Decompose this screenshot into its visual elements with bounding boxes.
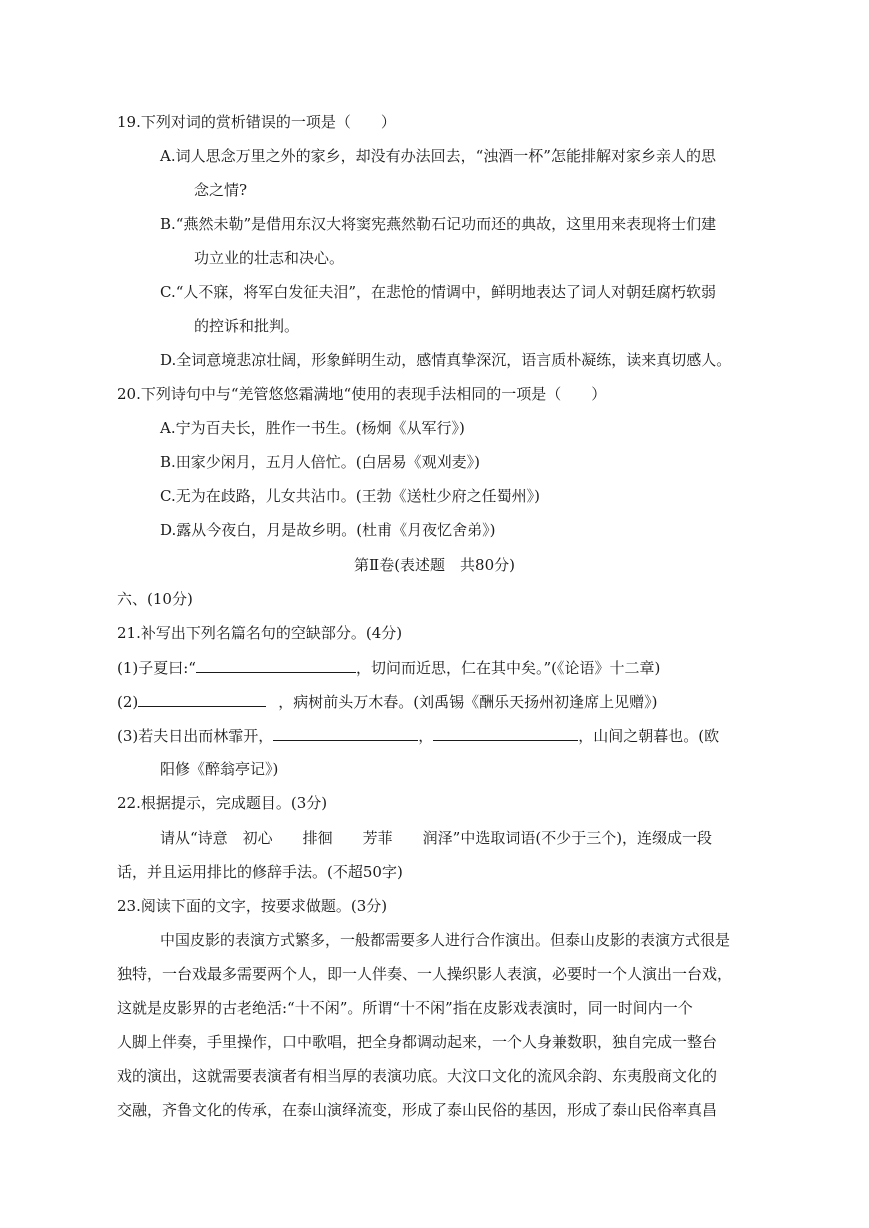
q21-item-3-prefix: (3)若夫日出而林霏开，: [117, 727, 274, 745]
q20-option-c: C.无为在歧路，儿女共沾巾。(王勃《送杜少府之任蜀州》): [160, 487, 540, 505]
section-six-heading: 六、(10分): [117, 590, 193, 608]
q23-passage-line4: 人脚上伴奏，手里操作，口中歌唱，把全身都调动起来，一个人身兼数职，独自完成一整台: [117, 1033, 718, 1051]
q23-passage-line1: 中国皮影的表演方式繁多，一般都需要多人进行合作演出。但泰山皮影的表演方式很是: [160, 931, 731, 949]
q21-item-1: [117, 657, 660, 678]
q19-stem: 19.下列对词的赏析错误的一项是（ ）: [117, 113, 396, 131]
q22-stem: 22.根据提示，完成题目。(3分): [117, 794, 328, 812]
q21-item-3-comma: ，: [418, 727, 434, 745]
q21-item-2-prefix: (2): [117, 693, 139, 711]
q19-option-b-line1: B.“燕然未勒”是借用东汉大将窦宪燕然勒石记功而还的典故，这里用来表现将士们建: [160, 215, 717, 233]
q21-item-2: [117, 691, 657, 712]
q19-option-c-line1: C.“人不寐，将军白发征夫泪”，在悲怆的情调中，鲜明地表达了词人对朝廷腐朽软弱: [160, 283, 717, 301]
part-two-title: 第Ⅱ卷(表述题 共80分): [354, 556, 515, 574]
q23-passage-line5: 戏的演出，这就需要表演者有相当厚的表演功底。大汶口文化的流风余韵、东夷殷商文化的: [117, 1067, 718, 1085]
q21-item-3-continuation: 阳修《醉翁亭记》): [160, 760, 279, 778]
q21-blank-4[interactable]: [433, 725, 578, 741]
q20-option-d: D.露从今夜白，月是故乡明。(杜甫《月夜忆舍弟》): [160, 521, 496, 539]
q20-option-b: B.田家少闲月，五月人倍忙。(白居易《观刈麦》): [160, 453, 480, 471]
q21-blank-2[interactable]: [138, 691, 266, 707]
q21-item-3: [117, 725, 719, 746]
q23-passage-line6: 交融，齐鲁文化的传承，在泰山演绎流变，形成了泰山民俗的基因，形成了泰山民俗率真昌: [117, 1101, 718, 1119]
q23-passage-line3: 这就是皮影界的古老绝活:“十不闲”。所谓“十不闲”指在皮影戏表演时，同一时间内一个: [117, 999, 693, 1017]
q21-item-1-suffix: ，切问而近思，仁在其中矣。”(《论语》十二章): [355, 659, 661, 677]
q19-option-a-line1: A.词人思念万里之外的家乡，却没有办法回去，“浊酒一杯”怎能排解对家乡亲人的思: [160, 147, 716, 165]
q20-stem: 20.下列诗句中与“羌管悠悠霜满地“使用的表现手法相同的一项是（ ）: [117, 385, 607, 403]
q21-blank-3[interactable]: [273, 725, 418, 741]
q23-stem: 23.阅读下面的文字，按要求做题。(3分): [117, 897, 388, 915]
q22-prompt-line1: 请从“诗意 初心 排徊 芳菲 润泽”中选取词语(不少于三个)，连缀成一段: [160, 829, 713, 847]
q21-item-3-suffix: ，山间之朝暮也。(欧: [578, 727, 720, 745]
q20-option-a: A.宁为百夫长，胜作一书生。(杨炯《从军行》): [160, 419, 465, 437]
q21-item-2-suffix: ，病树前头万木春。(刘禹锡《酬乐天扬州初逢席上见赠》): [278, 693, 658, 711]
q19-option-a-line2: 念之情?: [194, 181, 248, 199]
q21-blank-1[interactable]: [196, 657, 356, 673]
q19-option-c-line2: 的控诉和批判。: [194, 317, 300, 335]
q21-stem: 21.补写出下列名篇名句的空缺部分。(4分): [117, 624, 403, 642]
q19-option-d: D.全词意境悲凉壮阔，形象鲜明生动，感情真挚深沉，语言质朴凝练，读来真切感人。: [160, 351, 732, 369]
q22-prompt-line2: 话，并且运用排比的修辞手法。(不超50字): [117, 863, 403, 881]
q21-item-1-prefix: (1)子夏曰:“: [117, 659, 196, 677]
q23-passage-line2: 独特，一台戏最多需要两个人，即一人伴奏、一人操织影人表演，必要时一个人演出一台戏，: [117, 965, 733, 983]
q19-option-b-line2: 功立业的壮志和决心。: [194, 249, 345, 267]
